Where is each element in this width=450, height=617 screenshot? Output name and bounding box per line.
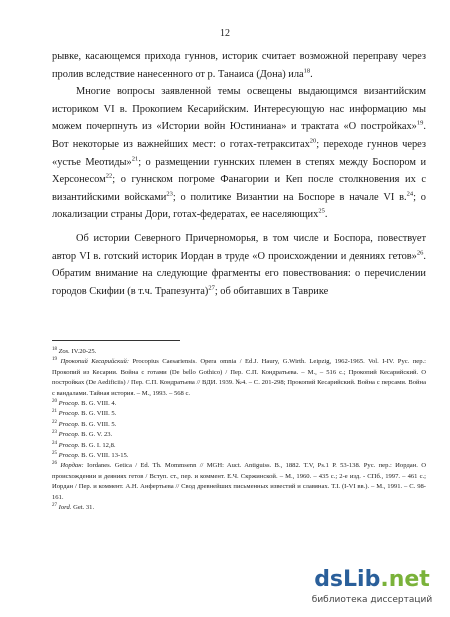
footnote-ref: 26	[416, 249, 424, 257]
footnote-number: 27	[52, 502, 57, 508]
footnote-text: B. G. VIII. 5.	[79, 410, 117, 418]
footnote-source: Iord.	[58, 504, 72, 512]
footnote	[52, 441, 426, 451]
footnote	[52, 430, 426, 440]
logo-tld: net	[388, 567, 430, 592]
footnote-text: B. G. VIII. 4.	[79, 400, 117, 408]
site-logo	[306, 566, 438, 594]
text-run: Об истории Северного Причерноморья, в том числе и Боспора, повествует автор VI в. готский историк Иордан в труде «О происхождении и деяниях гетов»	[52, 232, 426, 262]
paragraph-1	[52, 48, 426, 83]
footnote-number: 20	[52, 398, 57, 404]
footnote	[52, 451, 426, 461]
footnote-ref: 18	[303, 67, 311, 75]
footnote-source: Procop.	[58, 400, 80, 408]
text-run: . Вот некоторые из важнейших мест: о готах-тетракситах	[52, 121, 426, 150]
footnote-number: 23	[52, 430, 57, 436]
footnote-text: B. G. V. 23.	[79, 431, 113, 439]
footnote-source: Zos.	[58, 348, 70, 355]
footnote-ref: 24	[406, 190, 414, 198]
text-run: ; о размещении гуннских племен в степях между Боспором и Херсонесом	[52, 156, 427, 186]
footnote-number: 21	[52, 409, 57, 415]
body-text	[52, 48, 426, 300]
footnote-text: Get. 31.	[71, 504, 95, 512]
footnote-text: IV.20-25.	[69, 348, 97, 355]
footnote	[52, 420, 426, 430]
text-run: рывке, касающемся прихода гуннов, историк считает возможной переправу через пролив вследствие нанесенного от р. Танаиса (Дона) ила	[52, 51, 426, 80]
footnotes	[52, 347, 426, 514]
footnote	[52, 399, 426, 409]
text-run: ; об обитавших в Таврике	[214, 285, 329, 297]
footnote-source: Прокопий Кесарийский:	[60, 358, 130, 366]
footnote-number: 19	[52, 357, 57, 363]
text-run: Многие вопросы заявленной темы освещены выдающимся византийским историком VI в. Прокопием Кесарийским. Интересующую нас информацию мы можем почерпнуть из «Истории войн Юстиниана» и трактата «О постройках»	[52, 86, 426, 133]
paragraph-2	[52, 83, 426, 224]
footnote-ref: 21	[131, 155, 139, 163]
footnote-text: Iordanes. Getica / Ed. Th. Mommsenn // MGH: Auct. Antiguiss. B., 1882. T.V, Ps.1 P. 53-138. Рус. пер.: Иордан. О происхождении и деяниях гетов / Вступ. ст., пер. и коммент. Е.Ч. Скржинской. – М., 1960. – 435 с.; 2-е изд. - СПб., 1997. – 461 с.; Иордан / Пер. и коммент. А.Н. Анфертьева // Свод древнейших письменных известий и славянах. Т.I. (I-VI вв.). – М., 1991. – С. 98-161.	[52, 462, 426, 501]
footnote-source: Procop.	[58, 441, 80, 449]
paragraph-3	[52, 230, 426, 300]
logo-dot: .	[380, 567, 389, 592]
footnote-source: Procop.	[58, 452, 80, 460]
page-number: 12	[220, 28, 230, 39]
footnote-source: Иордан:	[60, 462, 84, 470]
footnote-number: 25	[52, 450, 57, 456]
footnote-source: Procop.	[58, 410, 80, 418]
text-run: . Обратим внимание на следующие фрагменты его повествования: о перечислении городов Скифии (в т.ч. Трапезунта)	[52, 250, 426, 297]
footnote-source: Procop.	[58, 420, 80, 428]
footnote-number: 24	[52, 440, 57, 446]
footnote	[52, 409, 426, 419]
text-run: ; о гуннском погроме Фанагории и Кеп после столкновения их с византийскими войсками	[52, 174, 426, 203]
logo-caption: библиотека диссертаций	[311, 595, 433, 605]
text-run: .	[324, 209, 328, 221]
footnote-ref: 25	[318, 207, 325, 215]
footnote-ref: 22	[105, 172, 113, 180]
text-run: .	[310, 68, 313, 80]
footnote-ref: 20	[309, 137, 317, 145]
footnote	[52, 347, 426, 357]
footnote	[52, 503, 426, 513]
footnote-text: B. G. VIII. 5.	[79, 420, 117, 428]
watermark-logo	[306, 566, 438, 610]
footnote-text: Procopius Caesariensis. Opera omnia / Ed.J. Haury, G.Wirth. Leipzig, 1962-1965. Vol. I-IV. Рус. пер.: Прокопий из Кесарии. Война с готами (De bello Gothico) / Пер. С.П. Кондратьева. – М., – 516 с.; Прокопий Кесарийский. О постройках (De Aedificiis) / Пер. С.П. Кондратьева // ВДИ. 1939. №4. – С. 201-298; Прокопий Кесарийский. Война с персами. Война с вандалами. Тайная история. – М., 1993. – 568 с.	[52, 358, 426, 397]
footnote-separator	[52, 340, 180, 341]
text-run: ; о политике Византии на Боспоре в начале VI в.	[172, 191, 407, 203]
logo-main-text: dsLib	[314, 567, 381, 592]
text-run: ; о локализации страны Дори, готах-федератах, ее населяющих	[52, 191, 426, 221]
footnote	[52, 357, 426, 399]
text-run: ; переходе гуннов через «устье Меотиды»	[52, 138, 427, 168]
footnote-source: Procop.	[58, 431, 80, 439]
footnote-ref: 19	[416, 119, 424, 127]
footnote-text: B. G. I. 12,8.	[79, 441, 116, 449]
footnote-ref: 27	[208, 284, 215, 292]
footnote	[52, 461, 426, 503]
footnote-number: 22	[52, 419, 57, 425]
footnote-number: 18	[52, 346, 57, 352]
footnote-text: B. G. VIII. 13-15.	[79, 452, 129, 460]
footnote-ref: 23	[166, 190, 173, 198]
footnote-number: 26	[52, 461, 57, 467]
